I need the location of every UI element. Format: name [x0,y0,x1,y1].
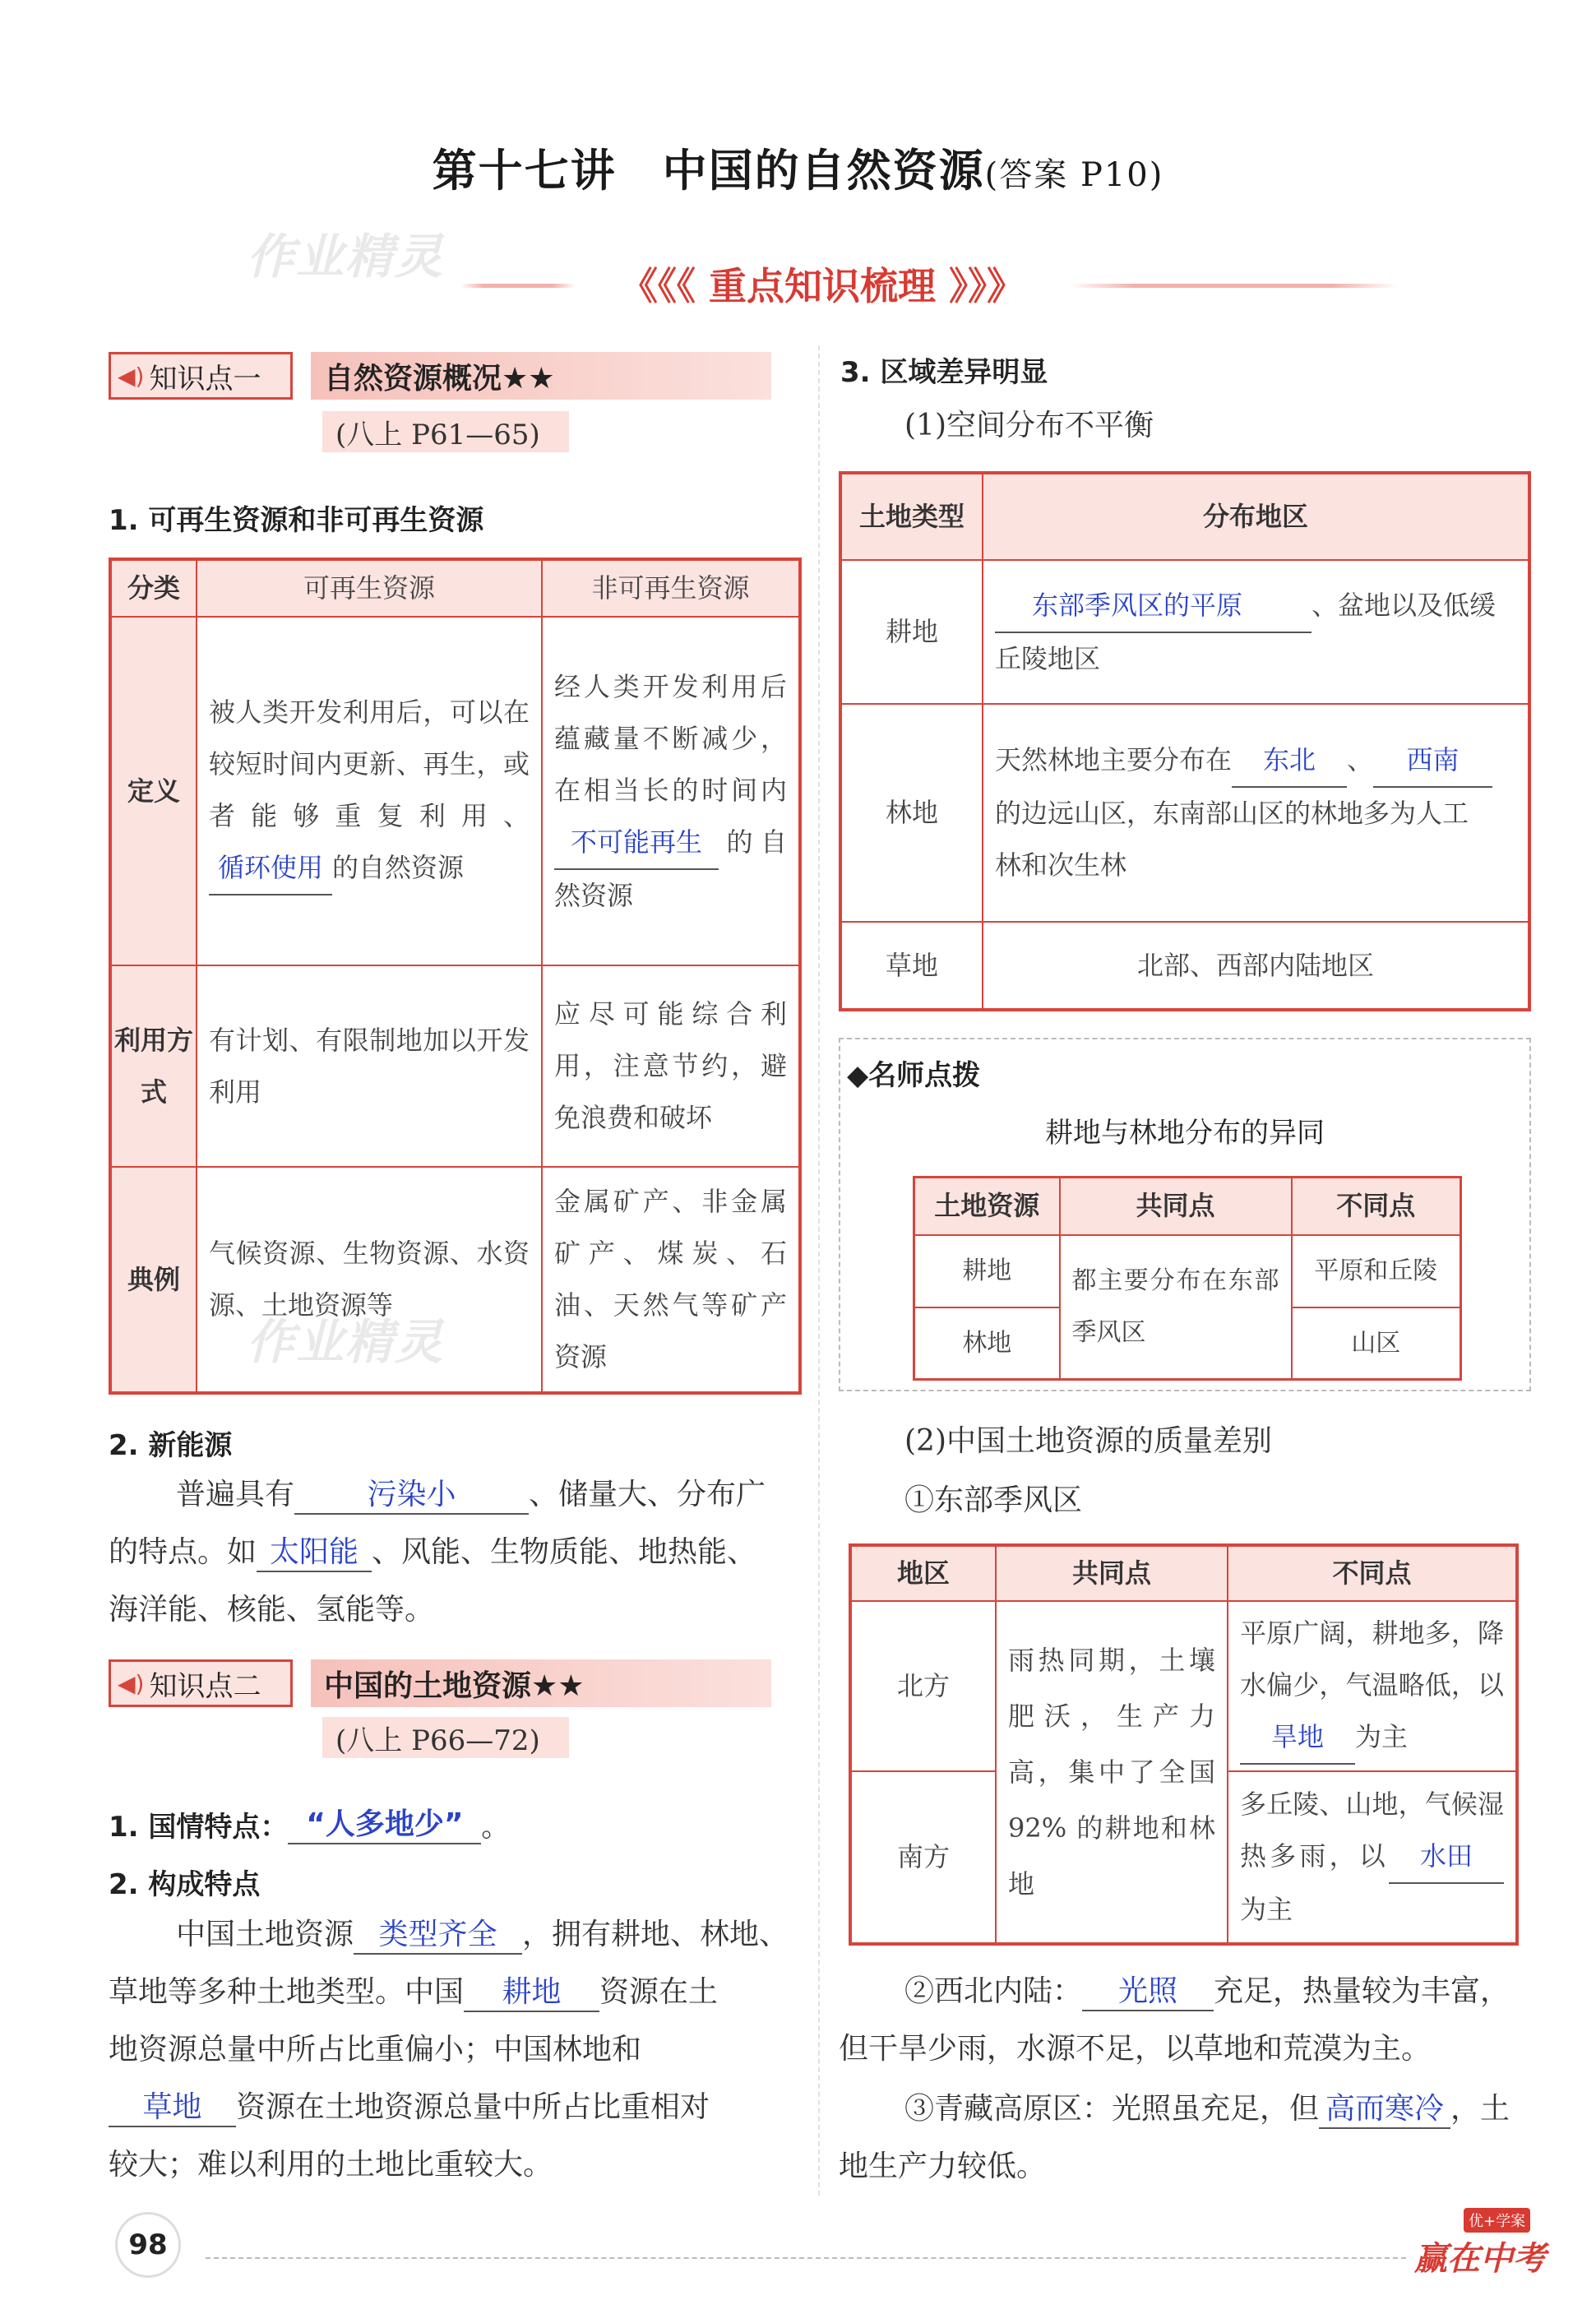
speaker-icon: ◀) [118,362,145,390]
table-header: 分布地区 [983,473,1529,560]
kp-heading: 中国的土地资源★★ [311,1659,771,1707]
speaker-icon: ◀) [118,1669,145,1697]
table-row: 定义 被人类开发利用后，可以在较短时间内更新、再生，或者能够重复利用、循环使用 的自然资源 经人类开发利用后蕴藏量不断减少，在相当长的时间内不可能再生 的自然资源 [110,617,800,965]
subsection-quality: (2)中国土地资源的质量差别 [904,1424,1272,1458]
table-header: 不同点 [1292,1178,1461,1235]
brand-logo: 赢在中考 [1414,2240,1546,2278]
watermark: 作业精灵 [247,1314,445,1370]
kp-heading: 自然资源概况★★ [311,352,771,400]
land-distribution-table [839,471,1531,1011]
tibet-text: ③青藏高原区：光照虽充足，但 高而寒冷 ，土 地生产力较低。 [839,2092,1510,2183]
resource-table [109,558,802,1395]
table-row: 耕地 东部季风区的平原 、盆地以及低缓 丘陵地区 [840,560,1529,704]
fill-answer: 西南 [1373,734,1492,788]
table-row: 草地 北部、西部内陆地区 [840,922,1529,1010]
brand-badge: 优+学案 [1464,2208,1530,2233]
banner-line-left [460,284,576,288]
fill-answer: 草地 [109,2089,236,2127]
section-1-title: 1. 可再生资源和非可再生资源 [109,504,484,537]
fill-answer: “人多地少” [288,1807,481,1844]
kp-tag: 知识点一 [149,362,261,396]
national-feature: 1. 国情特点： “人多地少” 。 [109,1807,510,1844]
new-energy-text: 普遍具有 污染小 、储量大、分布广 的特点。如 太阳能 、风能、生物质能、地热能、 海洋能、核能、氢能等。 [109,1478,766,1627]
composition-text: 中国土地资源 类型齐全 ，拥有耕地、林地、 草地等多种土地类型。中国 耕地 资源在土 地资源总量中所占比重偏小；中国林地和 草地 资源在土地资源总量中所占比重相对 较大；难以利用的土地比重较大。 [109,1918,789,2182]
column-divider [818,345,820,2196]
watermark: 作业精灵 [247,229,445,285]
table-row: 利用方式 有计划、有限制地加以开发利用 应尽可能综合利用，注意节约，避免浪费和破坏 [110,965,800,1167]
table-row: 北方 雨热同期，土壤肥沃，生产力高，集中了全国 92% 的耕地和林地 平原广阔，耕地多，降水偏少，气温略低，以旱地 为主 [850,1601,1517,1771]
table-row: 典例 气候资源、生物资源、水资源、土地资源等 金属矿产、非金属矿产、煤炭、石油、天然气等矿产资源 [110,1167,800,1393]
kp-tag: 知识点二 [149,1669,261,1703]
fill-answer: 耕地 [464,1974,599,2012]
fill-answer: 光照 [1082,1974,1214,2011]
compare-table [913,1176,1462,1381]
table-header: 可再生资源 [197,559,542,617]
table-header: 地区 [850,1545,996,1601]
page-title: 第十七讲 中国的自然资源(答案 P10) [432,145,1164,197]
teacher-tip-title: ◆名师点拨 [847,1059,981,1092]
fill-answer: 污染小 [294,1477,529,1515]
section-3-title: 3. 区域差异明显 [840,356,1048,389]
answer-reference: (答案 P10) [984,156,1164,194]
table-row: 耕地 都主要分布在东部季风区 平原和丘陵 [914,1235,1461,1307]
teacher-tip-subtitle: 耕地与林地分布的异同 [1045,1117,1325,1150]
table-header: 土地资源 [914,1178,1060,1235]
section-4-title: 2. 构成特点 [109,1868,261,1901]
kp1-reference: (八上 P61—65) [322,411,569,452]
table-header: 共同点 [1060,1178,1292,1235]
table-row: 南方 多丘陵、山地，气候湿热多雨，以 水田为主 [850,1771,1517,1944]
table-header: 共同点 [996,1545,1228,1601]
page-number: 98 [115,2212,181,2278]
subsection-monsoon: ①东部季风区 [904,1483,1083,1517]
table-header: 非可再生资源 [542,559,800,617]
fill-answer: 东北 [1232,734,1347,788]
fill-answer: 高而寒冷 [1319,2091,1450,2129]
fill-answer: 水田 [1389,1830,1504,1884]
table-row: 林地 天然林地主要分布在 东北 、 西南 的边远山区，东南部山区的林地多为人工 林和次生林 [840,704,1529,922]
northwest-text: ②西北内陆： 光照 充足，热量较为丰富， 但干旱少雨，水源不足，以草地和荒漠为主。 [839,1974,1510,2066]
fill-answer: 类型齐全 [354,1917,522,1955]
banner-line-right [1069,284,1398,288]
section-banner: 《《《 重点知识梳理 》》》 [619,264,1025,308]
kp2-reference: (八上 P66—72) [322,1717,569,1758]
fill-answer: 东部季风区的平原 [995,580,1311,633]
footer-line [206,2257,1406,2259]
subsection-spatial: (1)空间分布不平衡 [904,409,1154,442]
fill-answer: 循环使用 [209,842,332,895]
fill-answer: 太阳能 [257,1534,372,1572]
table-header: 不同点 [1228,1545,1517,1601]
fill-answer: 旱地 [1240,1711,1355,1765]
knowledge-point-1 [109,352,771,400]
section-2-title: 2. 新能源 [109,1429,233,1462]
knowledge-point-2 [109,1659,771,1707]
table-row: 林地 山区 [914,1307,1461,1380]
table-header: 分类 [110,559,197,617]
table-header: 土地类型 [840,473,983,560]
fill-answer: 不可能再生 [554,817,719,870]
monsoon-table [849,1543,1519,1946]
